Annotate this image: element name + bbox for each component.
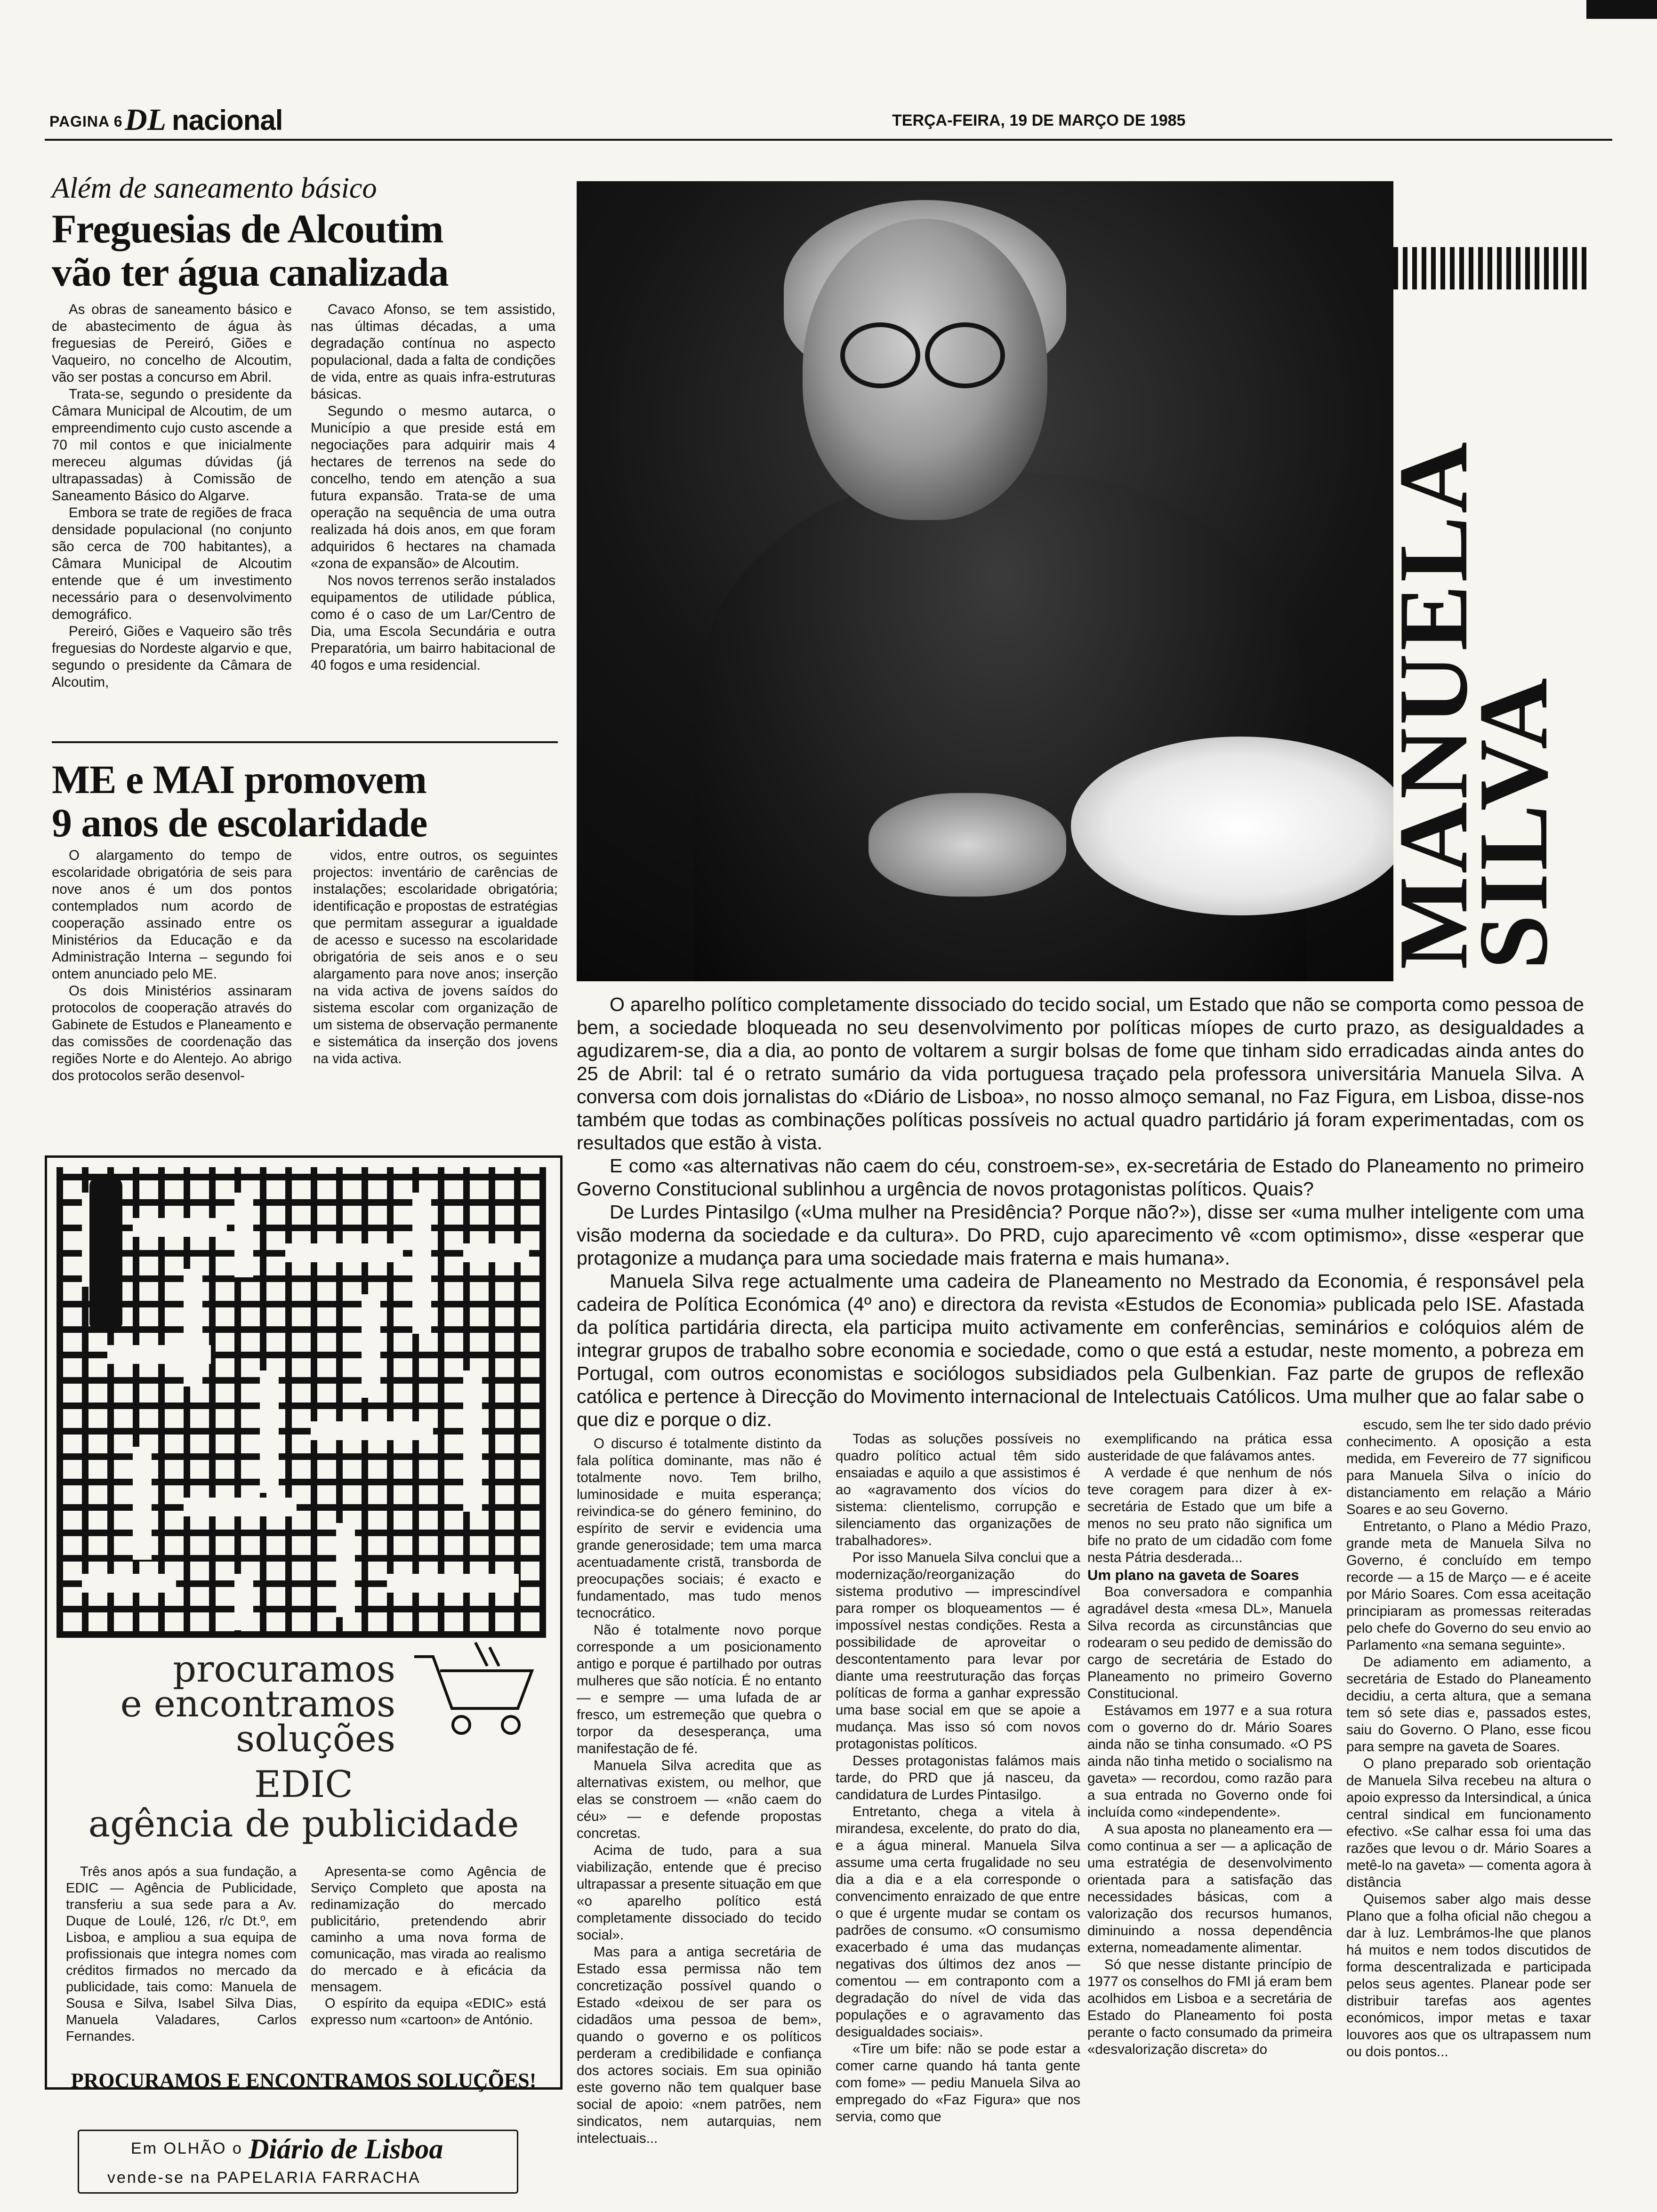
section-title: nacional [172, 104, 283, 136]
feature-lead [577, 993, 1584, 1431]
page-number: PAGINA 6 [49, 113, 123, 130]
sales-point-line1: Em OLHÃO o [131, 2140, 243, 2157]
photo-plate-shape [1071, 737, 1410, 915]
paragraph: Cavaco Afonso, se tem assistido, nas últimas décadas, a uma degradação contínua no aspecto populacional, dada a falta de condições de vida, entre as quais infra-estruturas básicas. [311, 302, 555, 402]
ad-agency-name-line2: agência de publicidade [88, 1803, 519, 1845]
paragraph: O espírito da equipa «EDIC» está expresso num «cartoon» de António. [311, 1996, 546, 2028]
ad-agency-name [47, 1765, 560, 1844]
ad-agency-name-line1: EDIC [254, 1763, 353, 1806]
sales-point-line2: vende-se na PAPELARIA FARRACHA [107, 2169, 421, 2187]
section-divider [52, 741, 558, 743]
paragraph: O alargamento do tempo de escolaridade obrigatória de seis para nove anos é um dos pontos contemplados num acordo de cooperação assinado entre os Ministérios da Educação e da Administração Interna – segundo foi ontem anunciado pelo ME. [52, 848, 292, 982]
paragraph: Manuela Silva acredita que as alternativas existem, ou melhor, que elas se constroem — «não caem do céu» — e defende propostas concretas. [577, 1758, 821, 1841]
photo-face-shape [803, 219, 1047, 520]
glasses-left-icon [840, 322, 920, 388]
feature-subhead: Um plano na gaveta de Soares [1087, 1567, 1299, 1583]
paragraph: De adiamento em adiamento, a secretária de Estado do Planeamento decidiu, a certa altura, que a semana tem só sete dias e, passados estes, saiu do Governo. O Plano, esse ficou para sempre na gaveta de Soares. [1346, 1654, 1591, 1755]
paragraph: Trata-se, segundo o presidente da Câmara Municipal de Alcoutim, de um empreendimento cujo custo ascende a 70 mil contos e que inicialmente mereceu algumas dúvidas (já ultrapassadas) à Comissão de Saneamento Básico do Algarve. [52, 386, 292, 504]
article1-kicker: Além de saneamento básico [52, 172, 377, 204]
paragraph: Quisemos saber algo mais desse Plano que a folha oficial não chegou a dar à luz. Lembrámos-lhe que planos há muitos e nem todos discutidos de forma descentralizada e participada pelos seus agentes. Planear pode ser distribuir tarefas aos agentes económicos, impor metas e taxar louvores aos que os ultrapassem num ou dois pontos... [1346, 1891, 1591, 2060]
paragraph: As obras de saneamento básico e de abastecimento de água às freguesias de Pereiró, Giões e Vaqueiro, no concelho de Alcoutim, vão ser postas a concurso em Abril. [52, 302, 292, 385]
paragraph: Nos novos terrenos serão instalados equipamentos de utilidade pública, como é o caso de um Lar/Centro de Dia, uma Escola Secundária e outra Preparatória, um bairro habitacional de 40 fogos e uma residencial. [311, 573, 555, 673]
stripes-decoration [1393, 247, 1589, 289]
feature-column-2 [836, 1431, 1080, 2125]
masthead [45, 103, 1612, 141]
ad-slogan-line2: e encontramos [120, 1683, 395, 1725]
maze-paths-icon [56, 1167, 546, 1638]
paragraph: Desses protagonistas falámos mais tarde, do PRD que já nasceu, da candidatura de Lurdes Pintasilgo. [836, 1753, 1080, 1803]
paragraph: vidos, entre outros, os seguintes projectos: inventário de carências de instalações; escolaridade obrigatória; identificação e propostas de estratégias que permitam assegurar a igualdade de acesso e sucesso na escolaridade obrigatória de seis anos e o seu alargamento para nove anos; inserção na vida activa de jovens saídos do sistema escolar com organização de um sistema de observação permanente e sistemática da inserção dos jovens na vida activa. [313, 848, 558, 1066]
paragraph: Manuela Silva rege actualmente uma cadeira de Planeamento no Mestrado da Economia, é responsável pela cadeira de Política Económica (4º ano) e directora da revista «Estudos de Economia» publicada pelo ISE. Afastada da política partidária directa, ela participa muito activamente em conferências, seminários e colóquios além de integrar grupos de trabalho sobre economia e sociedade, como o que está a estudar, neste momento, a pobreza em Portugal, com outros economistas e sociólogos subsidiados pela Gulbenkian. Faz parte de grupos de reflexão católica e pertence à Direcção do Movimento internacional de Intelectuais Católicos. Uma mulher que ao falar sabe o que diz e porque o diz. [577, 1270, 1584, 1430]
paragraph: O plano preparado sob orientação de Manuela Silva recebeu na altura o apoio expresso da Intersindical, a única central sindical em funcionamento efectivo. «Se calhar essa foi uma das razões que levou o dr. Mário Soares a metê-lo na gaveta» — comenta agora à distância [1346, 1756, 1591, 1890]
ad-slogan [66, 1648, 395, 1760]
feature-column-3 [1087, 1431, 1332, 2058]
paragraph: O aparelho político completamente dissociado do tecido social, um Estado que não se comporta como pessoa de bem, a sociedade bloqueada no seu desenvolvimento por políticas míopes de curto prazo, as desigualdades a agudizarem-se, dia a dia, ao ponto de voltarem a surgir bolsas de fome que tinham sido erradicadas ainda antes do 25 de Abril: tal é o retrato sumário da vida portuguesa traçado pela professora universitária Manuela Silva. A conversa com dois jornalistas do «Diário de Lisboa», no nosso almoço semanal, no Faz Figura, em Lisboa, disse-nos também que todas as combinações políticas possíveis no actual quadro partidário já foram experimentadas, com os resultados que estão à vista. [577, 994, 1584, 1154]
article1-column-1 [52, 301, 292, 691]
paragraph: Todas as soluções possíveis no quadro político actual têm sido ensaiadas e aquilo a que assistimos é ao «agravamento dos vícios do sistema: clientelismo, corrupção e silenciamento das organizações de trabalhadores». [836, 1431, 1080, 1548]
paragraph: Os dois Ministérios assinaram protocolos de cooperação através do Gabinete de Estudos e Planeamento e das comissões de coordenação das regiões Norte e do Alentejo. Ao abrigo dos protocolos serão desenvol- [52, 983, 292, 1083]
newspaper-logo-icon: DL [125, 103, 166, 137]
paragraph: Só que nesse distante princípio de 1977 os conselhos do FMI já eram bem acolhidos em Lisboa e a secretária de Estado do Planeamento foi posta perante o facto consumado da primeira «desvalorização discreta» do [1087, 1957, 1332, 2057]
paragraph: De Lurdes Pintasilgo («Uma mulher na Presidência? Porque não?»), disse ser «uma mulher inteligente com uma visão moderna da sociedade e da cultura». Do PRD, cujo aparecimento vê «com optimismo», disse «esperar que protagonize a mudança para uma sociedade mais fraterna e mais humana». [577, 1201, 1584, 1269]
diario-de-lisboa-logo: Diário de Lisboa [249, 2133, 443, 2164]
sales-point-box [78, 2130, 518, 2194]
article2-column-1 [52, 847, 292, 1084]
feature-name-line1: MANUELA [1379, 439, 1488, 970]
paragraph: Pereiró, Giões e Vaqueiro são três freguesias do Nordeste algarvio e que, segundo o presidente da Câmara de Alcoutim, [52, 624, 292, 690]
photo-hand-shape [869, 793, 1066, 897]
paragraph: Apresenta-se como Agência de Serviço Completo que aposta na redinamização do mercado publicitário, pretendendo abrir caminho a uma nova forma de comunicação, mas virada ao realismo do mercado e à eficácia da mensagem. [311, 1864, 546, 1995]
paragraph: Estávamos em 1977 e a sua rotura com o governo do dr. Mário Soares ainda não se tinha consumado. «O PS ainda não tinha metido o socialismo na gaveta» — recordou, como razão para a sua entrada no Governo onde foi incluída como «independente». [1087, 1703, 1332, 1820]
paragraph: E como «as alternativas não caem do céu, constroem-se», ex-secretária de Estado do Planeamento no primeiro Governo Constitucional sublinhou a urgência de novos protagonistas políticos. Quais? [577, 1155, 1584, 1200]
paragraph: «Tire um bife: não se pode estar a comer carne quando há tanta gente com fome» — pediu Manuela Silva ao empregado do «Faz Figura» que nos servia, como que [836, 2041, 1080, 2124]
corner-mark [1586, 0, 1657, 19]
paragraph: Três anos após a sua fundação, a EDIC — Agência de Publicidade, transferiu a sua sede para a Av. Duque de Loulé, 126, r/c Dt.º, em Lisboa, e ampliou a sua equipa de profissionais que integra nomes com créditos firmados no mercado da publicidade, tais como: Manuela de Sousa e Silva, Isabel Silva Dias, Manuela Valadares, Carlos Fernandes. [66, 1864, 297, 2044]
paragraph: escudo, sem lhe ter sido dado prévio conhecimento. A oposição a esta medida, em Fevereiro de 77 significou para Manuela Silva o início do distanciamento em relação a Mário Soares e ao seu Governo. [1346, 1417, 1591, 1517]
issue-date: TERÇA-FEIRA, 19 DE MARÇO DE 1985 [892, 112, 1186, 129]
feature-column-4 [1346, 1417, 1591, 2060]
paragraph: Por isso Manuela Silva conclui que a modernização/reorganização do sistema produtivo — imprescindível para romper os bloqueamentos — é impossível nestas condições. Resta a possibilidade de aproveitar o descontentamento para levar por diante uma reestruturação das forças políticas de forma a ganhar expressão uma base social em que se apoie a mudança. Mas isso só com novos protagonistas políticos. [836, 1550, 1080, 1752]
paragraph: Entretanto, o Plano a Médio Prazo, grande meta de Manuela Silva no Governo, é concluído em tempo recorde — a 15 de Março — e é aceite por Mário Soares. Com essa aceitação principiaram as promessas reiteradas pelo chefe do Governo do seu envio ao Parlamento «na semana seguinte». [1346, 1519, 1591, 1653]
paragraph: Embora se trate de regiões de fraca densidade populacional (no conjunto são cerca de 700 habitantes), a Câmara Municipal de Alcoutim entende que é um investimento necessário para o desenvolvimento demográfico. [52, 505, 292, 622]
paragraph: Acima de tudo, para a sua viabilização, entende que é preciso ultrapassar a presente situação em que «o aparelho político está completamente dissociado do tecido social». [577, 1843, 821, 1943]
paragraph: Boa conversadora e companhia agradável desta «mesa DL», Manuela Silva recorda as circunstâncias que rodearam o seu pedido de demissão do cargo de secretária de Estado do Planeamento no primeiro Governo Constitucional. [1087, 1584, 1332, 1701]
bottle-icon [89, 1177, 122, 1327]
paragraph: Mas para a antiga secretária de Estado essa permissa não tem concretização possível quando o Estado «deixou de ser para os cidadãos uma pessoa de bem», quando o governo e os políticos perderam a credibilidade e confiança dos actores sociais. Em sua opinião este governo não tem qualquer base social de apoio: «nem patrões, nem sindicatos, nem autarquias, nem intelectuais... [577, 1944, 821, 2146]
ad-footer: PROCURAMOS E ENCONTRAMOS SOLUÇÕES! [71, 2069, 537, 2092]
shopping-cart-icon [405, 1638, 546, 1741]
paragraph: A verdade é que nenhum de nós teve coragem para dizer à ex-secretária de Estado que um bife a menos no seu prato não significa um bife no prato de um cidadão com fome nesta Pátria desderada... [1087, 1465, 1332, 1565]
article2-headline-line2: 9 anos de escolaridade [52, 800, 427, 845]
paragraph: A sua aposta no planeamento era — como continua a ser — a aplicação de uma estratégia de desenvolvimento orientada para a satisfação das necessidades básicas, com a valorização dos recursos humanos, diminuindo a nossa dependência externa, nomeadamente alimentar. [1087, 1821, 1332, 1956]
paragraph: exemplificando na prática essa austeridade de que falávamos antes. [1087, 1431, 1332, 1464]
article2-headline-line1: ME e MAI promovem [52, 757, 426, 802]
edic-advertisement [45, 1155, 563, 2090]
paragraph: Não é totalmente novo porque corresponde a um posicionamento antigo e porque é partilhado por outras mulheres que são notícia. É no entanto — e sempre — uma lufada de ar fresco, um estremeção que quebra o torpor da desesperança, uma manifestação de fé. [577, 1622, 821, 1756]
feature-vertical-title [1379, 439, 1568, 970]
paragraph: Segundo o mesmo autarca, o Município a que preside está em negociações para adquirir mais 4 hectares de terrenos na sede do concelho, tendo em atenção a sua futura expansão. Trata-se de uma operação na sequência de uma outra realizada há dois anos, em que foram adquiridos 6 hectares na chamada «zona de expansão» de Alcoutim. [311, 403, 555, 571]
glasses-right-icon [925, 322, 1005, 388]
ad-slogan-line1: procuramos [173, 1648, 395, 1691]
ad-text-column-1 [66, 1864, 297, 2045]
article1-headline-line1: Freguesias de Alcoutim [52, 206, 443, 251]
paragraph: Entretanto, chega a vitela à mirandesa, excelente, do prato do dia, e a água mineral. Manuela Silva assume uma certa frugalidade no seu dia a dia e a ela corresponde o convencimento enraizado de que entre o que é urgente mudar se contam os padrões de consumo. «O consumismo exacerbado é uma das mudanças negativas dos últimos dez anos — comentou — em contraponto com a degradação do nível de vida das populações e o agravamento das desigualdades sociais». [836, 1804, 1080, 2040]
ad-slogan-line3: soluções [235, 1718, 395, 1760]
article1-headline-line2: vão ter água canalizada [52, 249, 449, 295]
feature-name-line2: SILVA [1459, 675, 1568, 970]
article2-headline [52, 758, 570, 844]
article2-column-2 [313, 847, 558, 1067]
article1-column-2 [311, 301, 555, 674]
article1-headline [52, 207, 570, 294]
paragraph: O discurso é totalmente distinto da fala política dominante, mas não é totalmente novo. Tem brilho, luminosidade e muita esperança; reivindica-se do género feminino, do espírito de servir e evidencia uma grande generosidade; tem uma marca acentuadamente cristã, transborda de preocupações sociais; é exacto e fundamentado, mas tudo menos tecnocrático. [577, 1436, 821, 1621]
ad-text-column-2 [311, 1864, 546, 2028]
feature-column-1 [577, 1435, 821, 2147]
